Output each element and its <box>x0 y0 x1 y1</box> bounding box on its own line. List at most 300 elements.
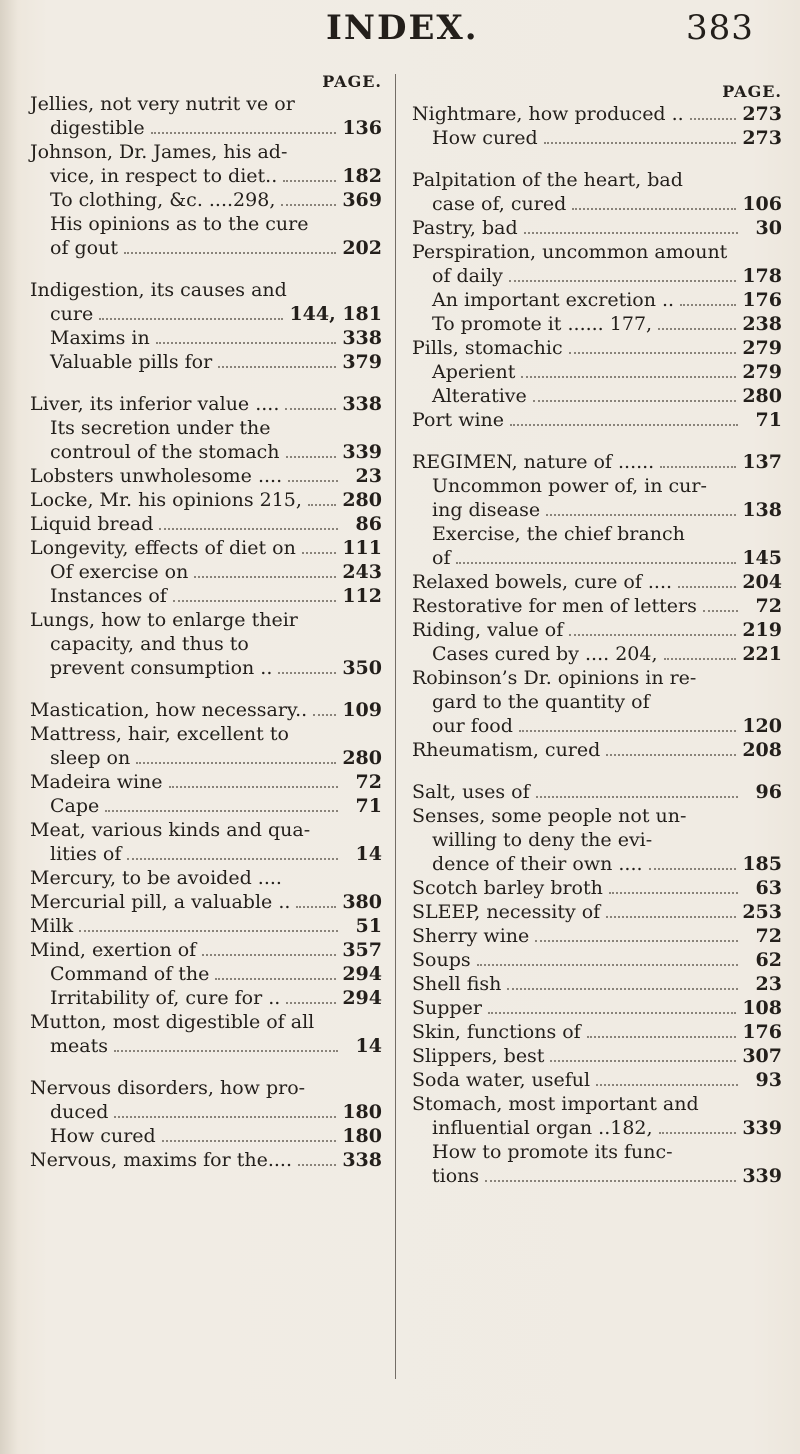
page-reference: 279 <box>742 337 782 359</box>
dot-leader <box>169 786 338 788</box>
entry-text: Milk <box>30 915 74 937</box>
section-gap <box>412 150 782 168</box>
index-entry <box>30 440 382 464</box>
page-reference: 23 <box>755 973 782 995</box>
index-entry <box>412 1020 782 1044</box>
page-reference: 294 <box>342 987 382 1009</box>
entry-text: How cured <box>432 127 538 149</box>
page-reference: 279 <box>742 361 782 383</box>
entry-text: His opinions as to the cure <box>50 213 309 235</box>
index-entry <box>412 288 782 312</box>
dot-leader <box>278 672 336 674</box>
page-number: 383 <box>686 8 754 48</box>
entry-text: Pills, stomachic <box>412 337 563 359</box>
entry-text: Cape <box>50 795 100 817</box>
page-reference: 273 <box>742 103 782 125</box>
entry-text: Robinson’s Dr. opinions in re- <box>412 667 697 689</box>
entry-text: prevent consumption .. <box>50 657 273 679</box>
index-entry <box>30 1148 382 1172</box>
index-entry <box>412 972 782 996</box>
column-divider <box>395 74 396 1379</box>
page-reference: 62 <box>755 949 782 971</box>
index-entry <box>30 278 382 302</box>
index-entry <box>30 236 382 260</box>
entry-text: our food <box>432 715 513 737</box>
entry-text: Restorative for men of letters <box>412 595 697 617</box>
index-entry <box>30 1100 382 1124</box>
index-entry <box>30 584 382 608</box>
dot-leader <box>136 762 336 764</box>
page-reference: 369 <box>342 189 382 211</box>
entry-text: Command of the <box>50 963 210 985</box>
dot-leader <box>173 600 336 602</box>
index-entry <box>30 962 382 986</box>
dot-leader <box>124 252 336 254</box>
index-entry <box>412 924 782 948</box>
dot-leader <box>572 208 736 210</box>
page-reference: 339 <box>342 441 382 463</box>
index-entry <box>30 1076 382 1100</box>
index-entry <box>412 522 782 546</box>
page-reference: 221 <box>742 643 782 665</box>
dot-leader <box>659 1132 737 1134</box>
entry-text: Johnson, Dr. James, his ad- <box>30 141 288 163</box>
dot-leader <box>159 528 338 530</box>
index-entry <box>412 618 782 642</box>
entry-text: To promote it ...... 177, <box>432 313 653 335</box>
index-entry <box>30 656 382 680</box>
page-reference: 108 <box>742 997 782 1019</box>
entry-text: lities of <box>50 843 122 865</box>
dot-leader <box>285 408 336 410</box>
dot-leader <box>606 754 736 756</box>
entry-text: Senses, some people not un- <box>412 805 687 827</box>
entry-text: Port wine <box>412 409 505 431</box>
index-entry <box>30 770 382 794</box>
entry-text: How cured <box>50 1125 156 1147</box>
section-gap <box>412 432 782 450</box>
index-entry <box>412 168 782 192</box>
entry-text: Liver, its inferior value .... <box>30 393 280 415</box>
entry-text: vice, in respect to diet.. <box>50 165 278 187</box>
dot-leader <box>313 714 336 716</box>
index-entry <box>30 488 382 512</box>
index-entry <box>412 1092 782 1116</box>
page-reference: 137 <box>742 451 782 473</box>
page-reference: 176 <box>742 289 782 311</box>
entry-text: Aperient <box>432 361 516 383</box>
dot-leader <box>546 514 736 516</box>
index-entry <box>30 818 382 842</box>
section-gap <box>30 374 382 392</box>
entry-text: Instances of <box>50 585 167 607</box>
entry-text: Mattress, hair, excellent to <box>30 723 289 745</box>
page-reference: 178 <box>742 265 782 287</box>
page-reference: 280 <box>742 385 782 407</box>
entry-text: Mercury, to be avoided .... <box>30 867 282 889</box>
page-reference: 144, 181 <box>289 303 382 325</box>
index-entry <box>412 642 782 666</box>
index-entry <box>30 890 382 914</box>
index-entry <box>412 450 782 474</box>
dot-leader <box>79 930 338 932</box>
left-page-label: PAGE. <box>322 72 382 91</box>
index-entry <box>412 474 782 498</box>
entry-text: Cases cured by .... 204, <box>432 643 658 665</box>
dot-leader <box>569 634 736 636</box>
index-entry <box>412 216 782 240</box>
index-entry <box>30 842 382 866</box>
index-entry <box>30 512 382 536</box>
index-entry <box>412 828 782 852</box>
index-entry <box>30 164 382 188</box>
dot-leader <box>298 1164 336 1166</box>
page-reference: 338 <box>342 1149 382 1171</box>
entry-text: Meat, various kinds and qua- <box>30 819 311 841</box>
entry-text: Palpitation of the heart, bad <box>412 169 683 191</box>
section-gap <box>412 762 782 780</box>
page-reference: 180 <box>342 1101 382 1123</box>
page-reference: 176 <box>742 1021 782 1043</box>
dot-leader <box>649 868 737 870</box>
dot-leader <box>703 610 738 612</box>
section-gap <box>30 260 382 278</box>
dot-leader <box>535 940 738 942</box>
entry-text: Nervous disorders, how pro- <box>30 1077 306 1099</box>
index-entry <box>30 1034 382 1058</box>
page-reference: 111 <box>342 537 382 559</box>
entry-text: SLEEP, necessity of <box>412 901 601 923</box>
entry-text: Relaxed bowels, cure of .... <box>412 571 673 593</box>
page-reference: 136 <box>342 117 382 139</box>
dot-leader <box>283 180 336 182</box>
index-entry <box>412 312 782 336</box>
dot-leader <box>521 376 736 378</box>
page-reference: 280 <box>342 747 382 769</box>
index-entry <box>412 384 782 408</box>
dot-leader <box>286 456 337 458</box>
entry-text: Skin, functions of <box>412 1021 581 1043</box>
entry-text: Maxims in <box>50 327 150 349</box>
dot-leader <box>658 328 736 330</box>
index-entry <box>412 594 782 618</box>
page-reference: 30 <box>755 217 782 239</box>
dot-leader <box>507 988 738 990</box>
dot-leader <box>99 318 283 320</box>
index-entry <box>412 1044 782 1068</box>
index-entry <box>412 360 782 384</box>
page-reference: 180 <box>342 1125 382 1147</box>
index-entry <box>412 852 782 876</box>
index-entry <box>412 570 782 594</box>
page-reference: 338 <box>342 327 382 349</box>
dot-leader <box>609 892 738 894</box>
dot-leader <box>308 504 336 506</box>
entry-text: dence of their own .... <box>432 853 643 875</box>
entry-text: Jellies, not very nutrit ve or <box>30 93 295 115</box>
entry-text: Irritability of, cure for .. <box>50 987 281 1009</box>
page-reference: 294 <box>342 963 382 985</box>
index-entry <box>30 1010 382 1034</box>
dot-leader <box>544 142 737 144</box>
entry-text: Lobsters unwholesome .... <box>30 465 283 487</box>
page-reference: 339 <box>742 1117 782 1139</box>
dot-leader <box>510 424 738 426</box>
index-entry <box>412 192 782 216</box>
dot-leader <box>587 1036 737 1038</box>
index-entry <box>412 804 782 828</box>
page-reference: 86 <box>355 513 382 535</box>
page-reference: 71 <box>755 409 782 431</box>
page-edge-shadow <box>0 0 18 1454</box>
index-entry <box>412 408 782 432</box>
index-entry <box>30 350 382 374</box>
dot-leader <box>215 978 336 980</box>
entry-text: capacity, and thus to <box>50 633 249 655</box>
entry-text: Valuable pills for <box>50 351 213 373</box>
page-reference: 339 <box>742 1165 782 1187</box>
entry-text: REGIMEN, nature of ...... <box>412 451 655 473</box>
entry-text: Mutton, most digestible of all <box>30 1011 315 1033</box>
page-reference: 71 <box>355 795 382 817</box>
page-reference: 238 <box>742 313 782 335</box>
entry-text: of <box>432 547 451 569</box>
page-reference: 72 <box>755 595 782 617</box>
dot-leader <box>456 562 736 564</box>
page-reference: 63 <box>755 877 782 899</box>
dot-leader <box>302 552 336 554</box>
index-entry <box>412 1164 782 1188</box>
page-reference: 208 <box>742 739 782 761</box>
index-entry <box>30 116 382 140</box>
index-entry <box>30 536 382 560</box>
entry-text: Soda water, useful <box>412 1069 591 1091</box>
page-reference: 93 <box>755 1069 782 1091</box>
dot-leader <box>690 118 737 120</box>
index-entry <box>412 126 782 150</box>
page-reference: 307 <box>742 1045 782 1067</box>
page-reference: 182 <box>342 165 382 187</box>
index-entry <box>30 938 382 962</box>
index-entry <box>412 264 782 288</box>
page-reference: 253 <box>742 901 782 923</box>
entry-text: of gout <box>50 237 118 259</box>
dot-leader <box>477 964 738 966</box>
entry-text: Exercise, the chief branch <box>432 523 685 545</box>
index-entry <box>412 996 782 1020</box>
dot-leader <box>127 858 338 860</box>
entry-text: Locke, Mr. his opinions 215, <box>30 489 302 511</box>
page-reference: 96 <box>755 781 782 803</box>
entry-text: Mind, exertion of <box>30 939 197 961</box>
dot-leader <box>281 204 336 206</box>
index-entry <box>30 986 382 1010</box>
page-reference: 280 <box>342 489 382 511</box>
index-entry <box>412 690 782 714</box>
index-entry <box>412 1116 782 1140</box>
index-entry <box>412 546 782 570</box>
entry-text: case of, cured <box>432 193 567 215</box>
dot-leader <box>680 304 736 306</box>
index-entry <box>30 866 382 890</box>
dot-leader <box>162 1140 337 1142</box>
dot-leader <box>286 1002 336 1004</box>
index-entry <box>30 914 382 938</box>
page-reference: 202 <box>342 237 382 259</box>
index-entry <box>30 416 382 440</box>
entry-text: Nightmare, how produced .. <box>412 103 684 125</box>
entry-text: Indigestion, its causes and <box>30 279 287 301</box>
index-entry <box>30 326 382 350</box>
page-reference: 109 <box>342 699 382 721</box>
index-entry <box>30 1124 382 1148</box>
dot-leader <box>288 480 338 482</box>
dot-leader <box>660 466 736 468</box>
dot-leader <box>114 1050 338 1052</box>
index-entry <box>412 1140 782 1164</box>
dot-leader <box>678 586 736 588</box>
entry-text: To clothing, &c. ....298, <box>50 189 276 211</box>
entry-text: Slippers, best <box>412 1045 545 1067</box>
page-reference: 23 <box>355 465 382 487</box>
entry-text: Alterative <box>432 385 527 407</box>
entry-text: influential organ ..182, <box>432 1117 653 1139</box>
index-entry <box>30 722 382 746</box>
dot-leader <box>194 576 336 578</box>
dot-leader <box>151 132 337 134</box>
index-entry <box>412 240 782 264</box>
entry-text: Lungs, how to enlarge their <box>30 609 298 631</box>
entry-text: Mercurial pill, a valuable .. <box>30 891 291 913</box>
page-reference: 145 <box>742 547 782 569</box>
page-reference: 51 <box>355 915 382 937</box>
page-reference: 350 <box>342 657 382 679</box>
page-reference: 185 <box>742 853 782 875</box>
entry-text: Uncommon power of, in cur- <box>432 475 707 497</box>
entry-text: ing disease <box>432 499 541 521</box>
dot-leader <box>156 342 337 344</box>
index-entry <box>412 498 782 522</box>
dot-leader <box>488 1012 736 1014</box>
dot-leader <box>664 658 737 660</box>
page-reference: 14 <box>355 1035 382 1057</box>
entry-text: Pastry, bad <box>412 217 518 239</box>
entry-text: Liquid bread <box>30 513 154 535</box>
page-title: INDEX. <box>326 8 479 48</box>
page-reference: 72 <box>355 771 382 793</box>
dot-leader <box>202 954 336 956</box>
index-entry <box>30 746 382 770</box>
dot-leader <box>596 1084 738 1086</box>
index-entry <box>412 336 782 360</box>
entry-text: Longevity, effects of diet on <box>30 537 296 559</box>
entry-text: Soups <box>412 949 471 971</box>
entry-text: tions <box>432 1165 480 1187</box>
index-entry <box>30 302 382 326</box>
index-entry <box>412 714 782 738</box>
page-reference: 106 <box>742 193 782 215</box>
entry-text: Nervous, maxims for the.... <box>30 1149 293 1171</box>
dot-leader <box>524 232 738 234</box>
dot-leader <box>509 280 736 282</box>
entry-text: Supper <box>412 997 482 1019</box>
dot-leader <box>533 400 737 402</box>
entry-text: willing to deny the evi- <box>432 829 653 851</box>
entry-text: Its secretion under the <box>50 417 271 439</box>
right-index-entries <box>412 102 782 1188</box>
entry-text: Of exercise on <box>50 561 189 583</box>
index-entry <box>412 876 782 900</box>
entry-text: digestible <box>50 117 145 139</box>
index-entry <box>30 698 382 722</box>
page-reference: 204 <box>742 571 782 593</box>
index-entry <box>30 794 382 818</box>
index-entry <box>30 392 382 416</box>
entry-text: Madeira wine <box>30 771 163 793</box>
dot-leader <box>519 730 736 732</box>
entry-text: Perspiration, uncommon amount <box>412 241 728 263</box>
page-reference: 72 <box>755 925 782 947</box>
page-reference: 379 <box>342 351 382 373</box>
dot-leader <box>105 810 338 812</box>
dot-leader <box>536 796 738 798</box>
entry-text: Salt, uses of <box>412 781 530 803</box>
dot-leader <box>485 1180 736 1182</box>
page-header <box>0 8 800 62</box>
dot-leader <box>606 916 736 918</box>
entry-text: How to promote its func- <box>432 1141 673 1163</box>
section-gap <box>30 1058 382 1076</box>
index-entry <box>412 102 782 126</box>
index-entry <box>30 92 382 116</box>
entry-text: gard to the quantity of <box>432 691 650 713</box>
dot-leader <box>114 1116 336 1118</box>
index-entry <box>412 948 782 972</box>
entry-text: duced <box>50 1101 109 1123</box>
page-reference: 219 <box>742 619 782 641</box>
page-reference: 14 <box>355 843 382 865</box>
entry-text: Riding, value of <box>412 619 564 641</box>
page-reference: 243 <box>342 561 382 583</box>
entry-text: sleep on <box>50 747 131 769</box>
index-entry <box>30 464 382 488</box>
page-reference: 273 <box>742 127 782 149</box>
entry-text: Scotch barley broth <box>412 877 603 899</box>
index-entry <box>30 632 382 656</box>
page-reference: 357 <box>342 939 382 961</box>
entry-text: controul of the stomach <box>50 441 280 463</box>
entry-text: An important excretion .. <box>432 289 675 311</box>
page-reference: 120 <box>742 715 782 737</box>
page-reference: 138 <box>742 499 782 521</box>
page-reference: 112 <box>342 585 382 607</box>
dot-leader <box>569 352 737 354</box>
page-reference: 380 <box>342 891 382 913</box>
section-gap <box>30 680 382 698</box>
dot-leader <box>218 366 336 368</box>
entry-text: Shell fish <box>412 973 502 995</box>
entry-text: Stomach, most important and <box>412 1093 699 1115</box>
index-entry <box>30 140 382 164</box>
index-entry <box>412 780 782 804</box>
index-entry <box>30 608 382 632</box>
index-entry <box>30 560 382 584</box>
entry-text: of daily <box>432 265 503 287</box>
right-page-label: PAGE. <box>722 82 782 101</box>
entry-text: Sherry wine <box>412 925 530 947</box>
index-entry <box>30 212 382 236</box>
left-index-entries <box>30 92 382 1172</box>
